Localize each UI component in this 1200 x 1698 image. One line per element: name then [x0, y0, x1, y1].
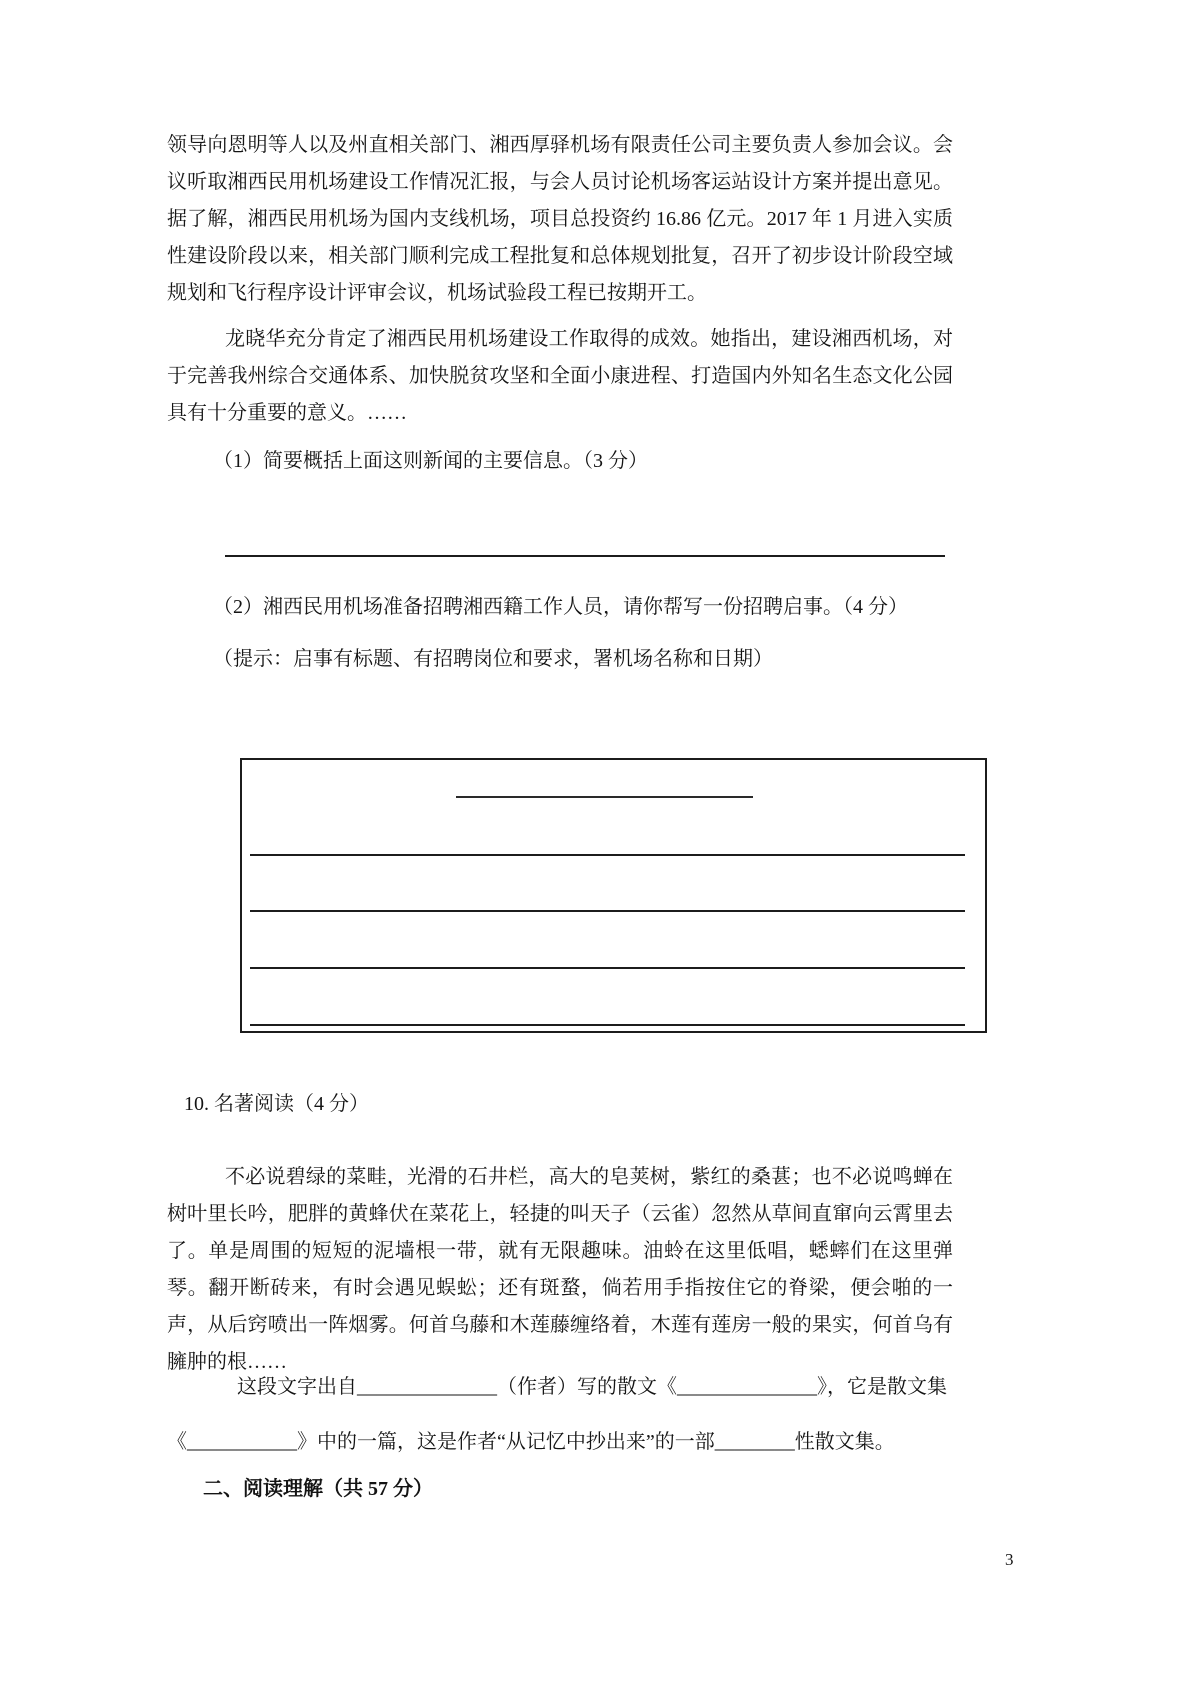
answer-box-writing-line-2	[250, 910, 965, 912]
question-10-header: 10. 名著阅读（4 分）	[184, 1093, 369, 1115]
news-paragraph-1: 领导向恩明等人以及州直相关部门、湘西厚驿机场有限责任公司主要负责人参加会议。会议听取湘西民用机场建设工作情况汇报，与会人员讨论机场客运站设计方案并提出意见。据了解，湘西民用机场为国内支线机场，项目总投资约 16.86 亿元。2017 年 1 月进入实质性建设阶段以来，相关部门顺利完成工程批复和总体规划批复，召开了初步设计阶段空域规划和飞行程序设计评审会议，机场试验段工程已按期开工。	[167, 134, 953, 304]
recruitment-notice-answer-box	[240, 758, 987, 1033]
answer-box-writing-line-3	[250, 967, 965, 969]
literature-passage: 不必说碧绿的菜畦，光滑的石井栏，高大的皂荚树，紫红的桑葚；也不必说鸣蝉在树叶里长吟，肥胖的黄蜂伏在菜花上，轻捷的叫天子（云雀）忽然从草间直窜向云霄里去了。单是周围的短短的泥墙根一带，就有无限趣味。油蛉在这里低唱，蟋蟀们在这里弹琴。翻开断砖来，有时会遇见蜈蚣；还有斑蝥，倘若用手指按住它的脊梁，便会啪的一声，从后窍喷出一阵烟雾。何首乌藤和木莲藤缠络着，木莲有莲房一般的果实，何首乌有臃肿的根……	[167, 1166, 953, 1373]
question-1-answer-line	[225, 555, 945, 557]
answer-box-writing-line-4	[250, 1024, 965, 1026]
answer-box-title-line	[456, 796, 753, 798]
question-2: （2）湘西民用机场准备招聘湘西籍工作人员，请你帮写一份招聘启事。（4 分）	[213, 596, 908, 618]
fill-in-blank-line-2: 《___________》中的一篇，这是作者“从记忆中抄出来”的一部________性散文集。	[167, 1431, 895, 1453]
question-2-hint: （提示：启事有标题、有招聘岗位和要求，署机场名称和日期）	[213, 648, 773, 670]
section-2-header: 二、阅读理解（共 57 分）	[203, 1478, 433, 1500]
question-1: （1）简要概括上面这则新闻的主要信息。（3 分）	[213, 450, 648, 472]
page-number: 3	[1005, 1550, 1014, 1569]
news-paragraph-2: 龙晓华充分肯定了湘西民用机场建设工作取得的成效。她指出，建设湘西机场，对于完善我州综合交通体系、加快脱贫攻坚和全面小康进程、打造国内外知名生态文化公园具有十分重要的意义。……	[167, 328, 953, 424]
answer-box-writing-line-1	[250, 854, 965, 856]
fill-in-blank-line-1: 这段文字出自______________（作者）写的散文《______________》，它是散文集	[237, 1376, 947, 1398]
